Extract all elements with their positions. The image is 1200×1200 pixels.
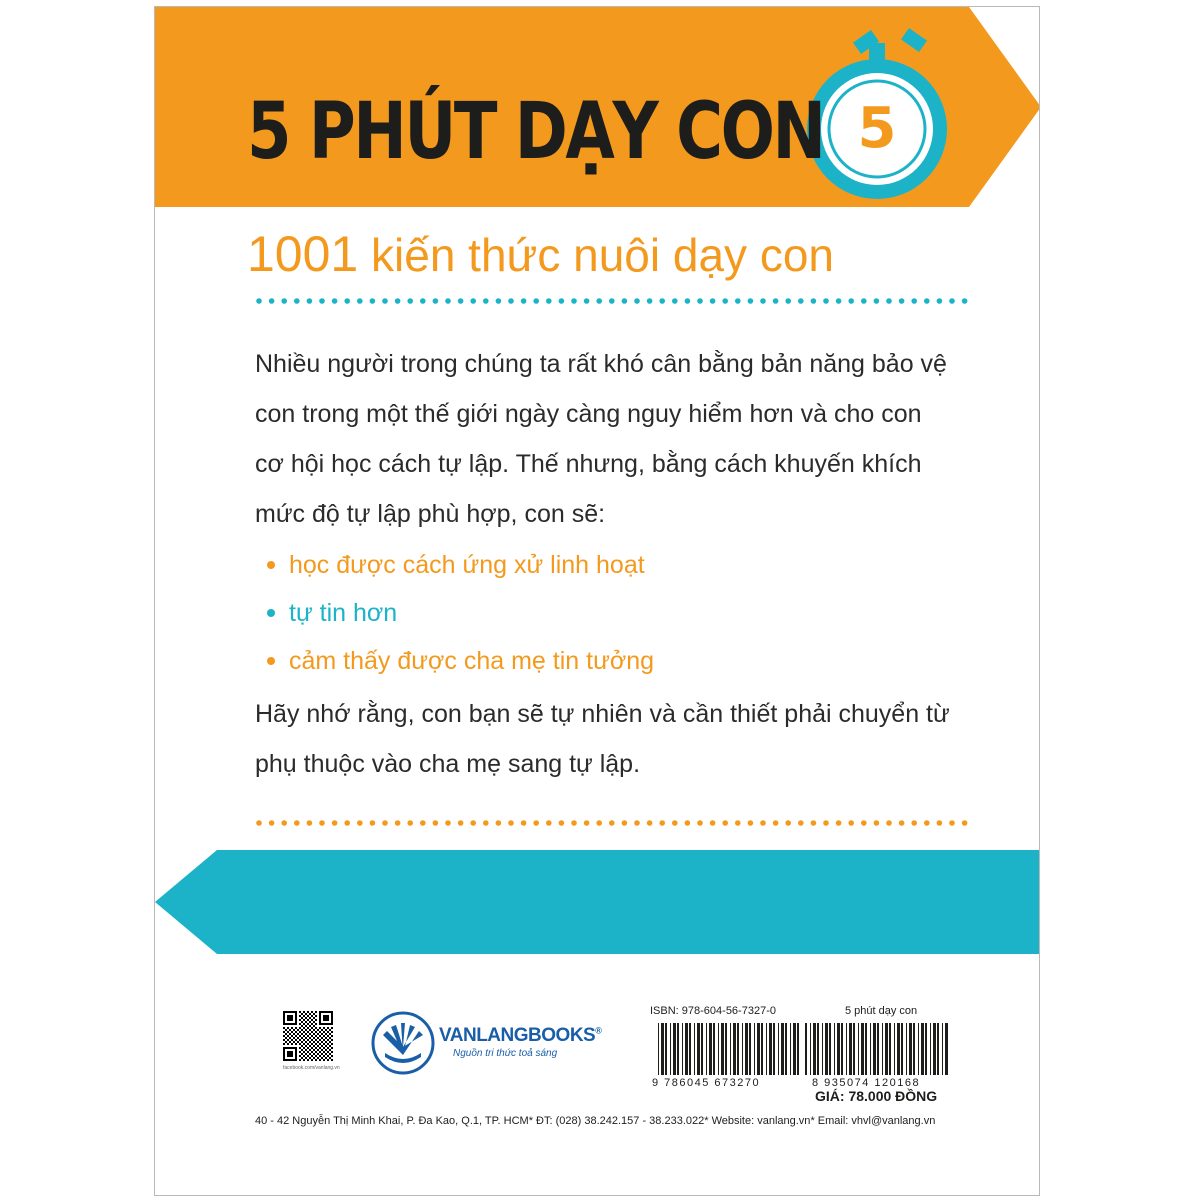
qr-caption: facebook.com/vanlang.vn — [283, 1065, 340, 1071]
stopwatch-number: 5 — [857, 96, 897, 161]
description-intro: Nhiều người trong chúng ta rất khó cân bằng bản năng bảo vệ con trong một thế giới ngày càng nguy hiểm hơn và cho con cơ hội học cách tự lập. Thế nhưng, bằng cách khuyến khích mức độ tự lập phù hợp, con sẽ: — [255, 350, 947, 528]
isbn-label: ISBN: 978-604-56-7327-0 — [650, 1005, 776, 1017]
qr-code-icon — [283, 1011, 333, 1061]
benefit-list — [255, 541, 955, 685]
footer-address: 40 - 42 Nguyễn Thị Minh Khai, P. Đa Kao, Q.1, TP. HCM — [255, 1115, 529, 1127]
footer-phone: * ĐT: (028) 38.242.157 - 38.233.022 — [528, 1115, 705, 1127]
benefit-item: học được cách ứng xử linh hoạt — [255, 541, 955, 589]
benefit-item: tự tin hơn — [255, 589, 955, 637]
bullet-icon — [267, 561, 275, 569]
publisher-tagline: Nguồn tri thức toả sáng — [453, 1048, 558, 1059]
book-back-cover — [154, 6, 1040, 1196]
footer-website: * Website: vanlang.vn — [704, 1115, 811, 1127]
book-title: 5 PHÚT DẠY CON — [247, 87, 824, 177]
subtitle-number: 1001 — [247, 226, 359, 282]
product-barcode — [803, 1023, 953, 1075]
price-label: GIÁ: 78.000 ĐỒNG — [815, 1088, 938, 1104]
isbn-barcode — [651, 1023, 811, 1075]
publisher-contact-footer — [255, 1115, 936, 1127]
book-subtitle — [247, 225, 834, 283]
teal-band — [155, 850, 1040, 954]
publisher-name: VANLANGBOOKS® — [439, 1025, 602, 1046]
subtitle-text: kiến thức nuôi dạy con — [371, 229, 834, 281]
dotted-divider-top — [255, 295, 975, 307]
dotted-divider-bottom — [255, 817, 975, 829]
bullet-icon — [267, 657, 275, 665]
footer-email: * Email: vhvl@vanlang.vn — [810, 1115, 936, 1127]
product-barcode-number: 8 935074 120168 — [812, 1077, 921, 1089]
description-closing: Hãy nhớ rằng, con bạn sẽ tự nhiên và cần thiết phải chuyển từ phụ thuộc vào cha mẹ sang tự lập. — [255, 700, 950, 778]
bullet-icon — [267, 609, 275, 617]
barcode-title: 5 phút dạy con — [845, 1005, 918, 1017]
vanlang-books-logo-icon — [371, 1009, 435, 1077]
description — [255, 339, 955, 789]
benefit-item: cảm thấy được cha mẹ tin tưởng — [255, 637, 955, 685]
isbn-barcode-number: 9 786045 673270 — [652, 1077, 761, 1089]
